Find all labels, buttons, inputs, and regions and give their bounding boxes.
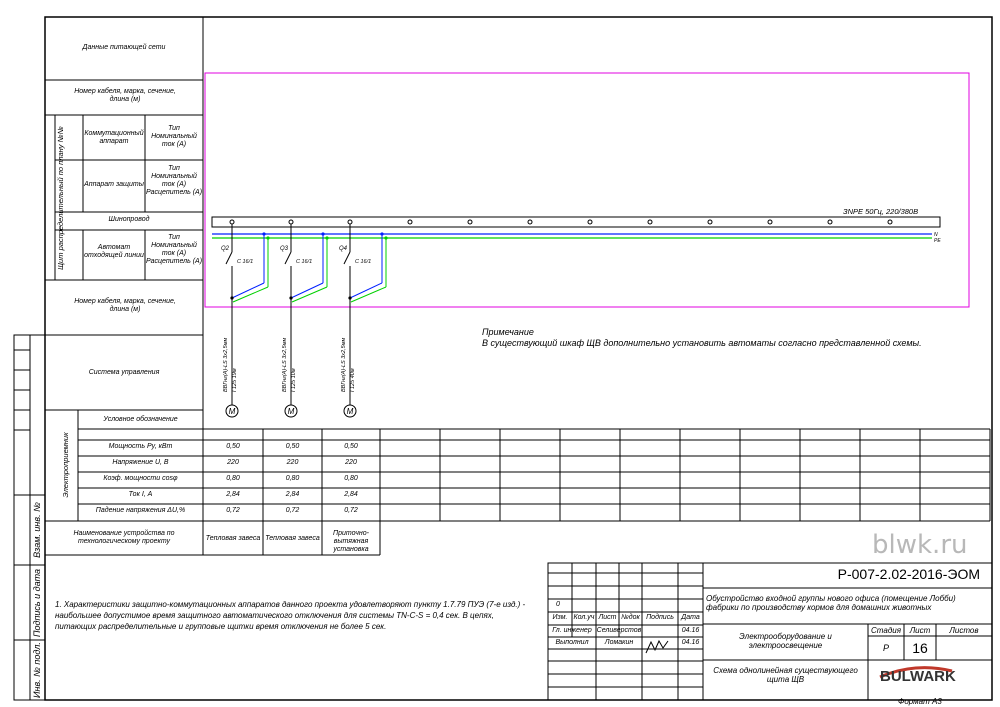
motor-icon: М xyxy=(346,407,354,416)
drop-label: Падение напряжения ΔU,% xyxy=(95,507,186,514)
power-q3: 0,50 xyxy=(285,443,300,450)
footnote-text: 1. Характеристики защитно-коммутационных аппаратов данного проекта удовлетворяют пункту 1.7.79 ПУЭ (7-е изд.) - наибольшее допустимое время защитного автоматического отключения для системы TN-C-S = 0,4 сек. В цепях, питающих распределительные и групповые щитки время отключения не более 5 сек. xyxy=(55,600,526,632)
voltage-q3: 220 xyxy=(286,459,299,466)
signature-mark xyxy=(646,641,668,653)
breaker-q3: C 16/1 xyxy=(296,259,313,265)
cos-q2: 0,80 xyxy=(226,475,240,482)
sheets-label: Листов xyxy=(949,626,979,635)
voltage-label: Напряжение U, В xyxy=(112,459,169,466)
cos-label: Коэф. мощности cosφ xyxy=(103,475,178,482)
voltage-q2: 220 xyxy=(227,459,239,466)
drop-q2: 0,72 xyxy=(226,507,240,514)
cable-bottom-label: Номер кабеля, марка, сечение, длина (м) xyxy=(74,298,176,314)
protection-params-label: Тип Номинальный ток (А) Расцепитель (А) xyxy=(145,165,203,197)
note-text: В существующий шкаф ЩВ дополнительно установить автоматы согласно представленной схемы. xyxy=(482,338,922,348)
stage-label: Стадия xyxy=(871,626,901,635)
motor-icon: М xyxy=(228,407,236,416)
protection-device-label: Аппарат защиты xyxy=(84,181,144,188)
device-name-q4: Приточно-вытяжная установка xyxy=(333,530,369,554)
feeder-id-q2: Q2 xyxy=(221,246,230,252)
col-list: Лист xyxy=(598,614,617,621)
busbar-label: ЗNPE 50Гц, 220/380В xyxy=(843,207,919,216)
cable-top-label: Номер кабеля, марка, сечение, длина (м) xyxy=(74,88,176,104)
stamp-podpis: Подпись и дата xyxy=(32,568,42,638)
busbar-terminals xyxy=(230,220,892,224)
role-performer: Выполнил xyxy=(555,639,589,646)
current-q4: 2,84 xyxy=(344,491,358,498)
device-name-label: Наименование устройства по технологическому проекту xyxy=(73,530,175,546)
feeder-id-q3: Q3 xyxy=(280,246,289,252)
bus-letter-n: N xyxy=(934,232,938,238)
role-chief-engineer: Гл. инженер xyxy=(552,627,592,634)
watermark: blwk.ru xyxy=(872,530,968,560)
cable-length-q4: Г125 40м xyxy=(350,368,356,392)
vertical-consumer-label: Электроприемник xyxy=(61,432,70,498)
cos-q3: 0,80 xyxy=(285,475,300,482)
project-name: Обустройство входной группы нового офиса (помещение Лобби) фабрики по производству кормов для домашних животных xyxy=(706,594,956,613)
busbar-row-label: Шинопровод xyxy=(108,216,150,223)
document-code: Р-007-2.02-2016-ЭОМ xyxy=(837,566,980,582)
breaker-q2: C 16/1 xyxy=(237,259,254,265)
outgoing-params-label: Тип Номинальный ток (А) Расцепитель (А) xyxy=(145,234,203,266)
revision-zero: 0 xyxy=(556,601,560,608)
cable-q3: ВВГнг(А)-LS 3х2,5мм xyxy=(282,337,288,392)
stamp-inv: Инв. № подл. xyxy=(32,642,42,698)
power-q2: 0,50 xyxy=(226,443,240,450)
sheet-title: Схема однолинейная существующего щита ЩВ xyxy=(713,666,858,685)
date-performer: 04.16 xyxy=(681,639,700,646)
col-ndok: №док xyxy=(621,614,640,621)
section-name: Электрооборудование и электроосвещение xyxy=(739,632,832,651)
drop-q4: 0,72 xyxy=(344,507,358,514)
voltage-q4: 220 xyxy=(345,459,357,466)
motor-icon: М xyxy=(287,407,295,416)
cable-length-q2: Г125 19м xyxy=(232,368,238,392)
stamp-vzam: Взам. инв. № xyxy=(32,502,42,558)
feeder-id-q4: Q4 xyxy=(339,246,348,252)
sheet-number: 16 xyxy=(912,640,928,656)
device-name-q3: Тепловая завеса xyxy=(265,535,320,542)
name-chief-engineer: Селиверстов xyxy=(596,627,642,634)
col-date: Дата xyxy=(681,614,700,621)
power-q4: 0,50 xyxy=(344,443,358,450)
power-network-label: Данные питающей сети xyxy=(82,44,166,51)
sheet-label: Лист xyxy=(909,626,931,635)
device-name-q2: Тепловая завеса xyxy=(205,535,261,542)
cos-q4: 0,80 xyxy=(344,475,358,482)
cable-length-q3: Г125 10м xyxy=(291,368,297,392)
cable-q2: ВВГнг(А)-LS 3х2,5мм xyxy=(223,337,229,392)
switch-params-label: Тип Номинальный ток (А) xyxy=(151,125,197,149)
power-label: Мощность Pу, кВт xyxy=(108,443,173,450)
switch-device-label: Коммутационный аппарат xyxy=(84,130,144,146)
current-q3: 2,84 xyxy=(285,491,300,498)
company-logo: BULWARK xyxy=(880,668,956,685)
stage-value: Р xyxy=(882,643,889,653)
drop-q3: 0,72 xyxy=(285,507,300,514)
shield-boundary xyxy=(205,73,969,307)
col-izm: Изм. xyxy=(552,614,568,621)
date-chief-engineer: 04.16 xyxy=(681,627,700,634)
vertical-shield-label: Щит распределительный по плану №№ xyxy=(56,126,65,270)
symbol-label: Условное обозначение xyxy=(103,416,178,423)
breaker-q4: C 16/1 xyxy=(355,259,372,265)
current-label: Ток I, А xyxy=(128,491,153,498)
name-performer: Ломакин xyxy=(604,639,634,646)
current-q2: 2,84 xyxy=(226,491,240,498)
col-kol: Кол.уч xyxy=(573,614,595,621)
outgoing-breaker-label: Автомат отходящей линии xyxy=(84,244,144,260)
note-title: Примечание xyxy=(482,327,534,337)
format-label: Формат А3 xyxy=(898,697,942,706)
cable-q4: ВВГнг(А)-LS 3х2,5мм xyxy=(341,337,347,392)
bus-letter-pe: PE xyxy=(934,238,941,244)
control-system-label: Система управления xyxy=(88,369,160,376)
col-podpis: Подпись xyxy=(646,614,674,621)
